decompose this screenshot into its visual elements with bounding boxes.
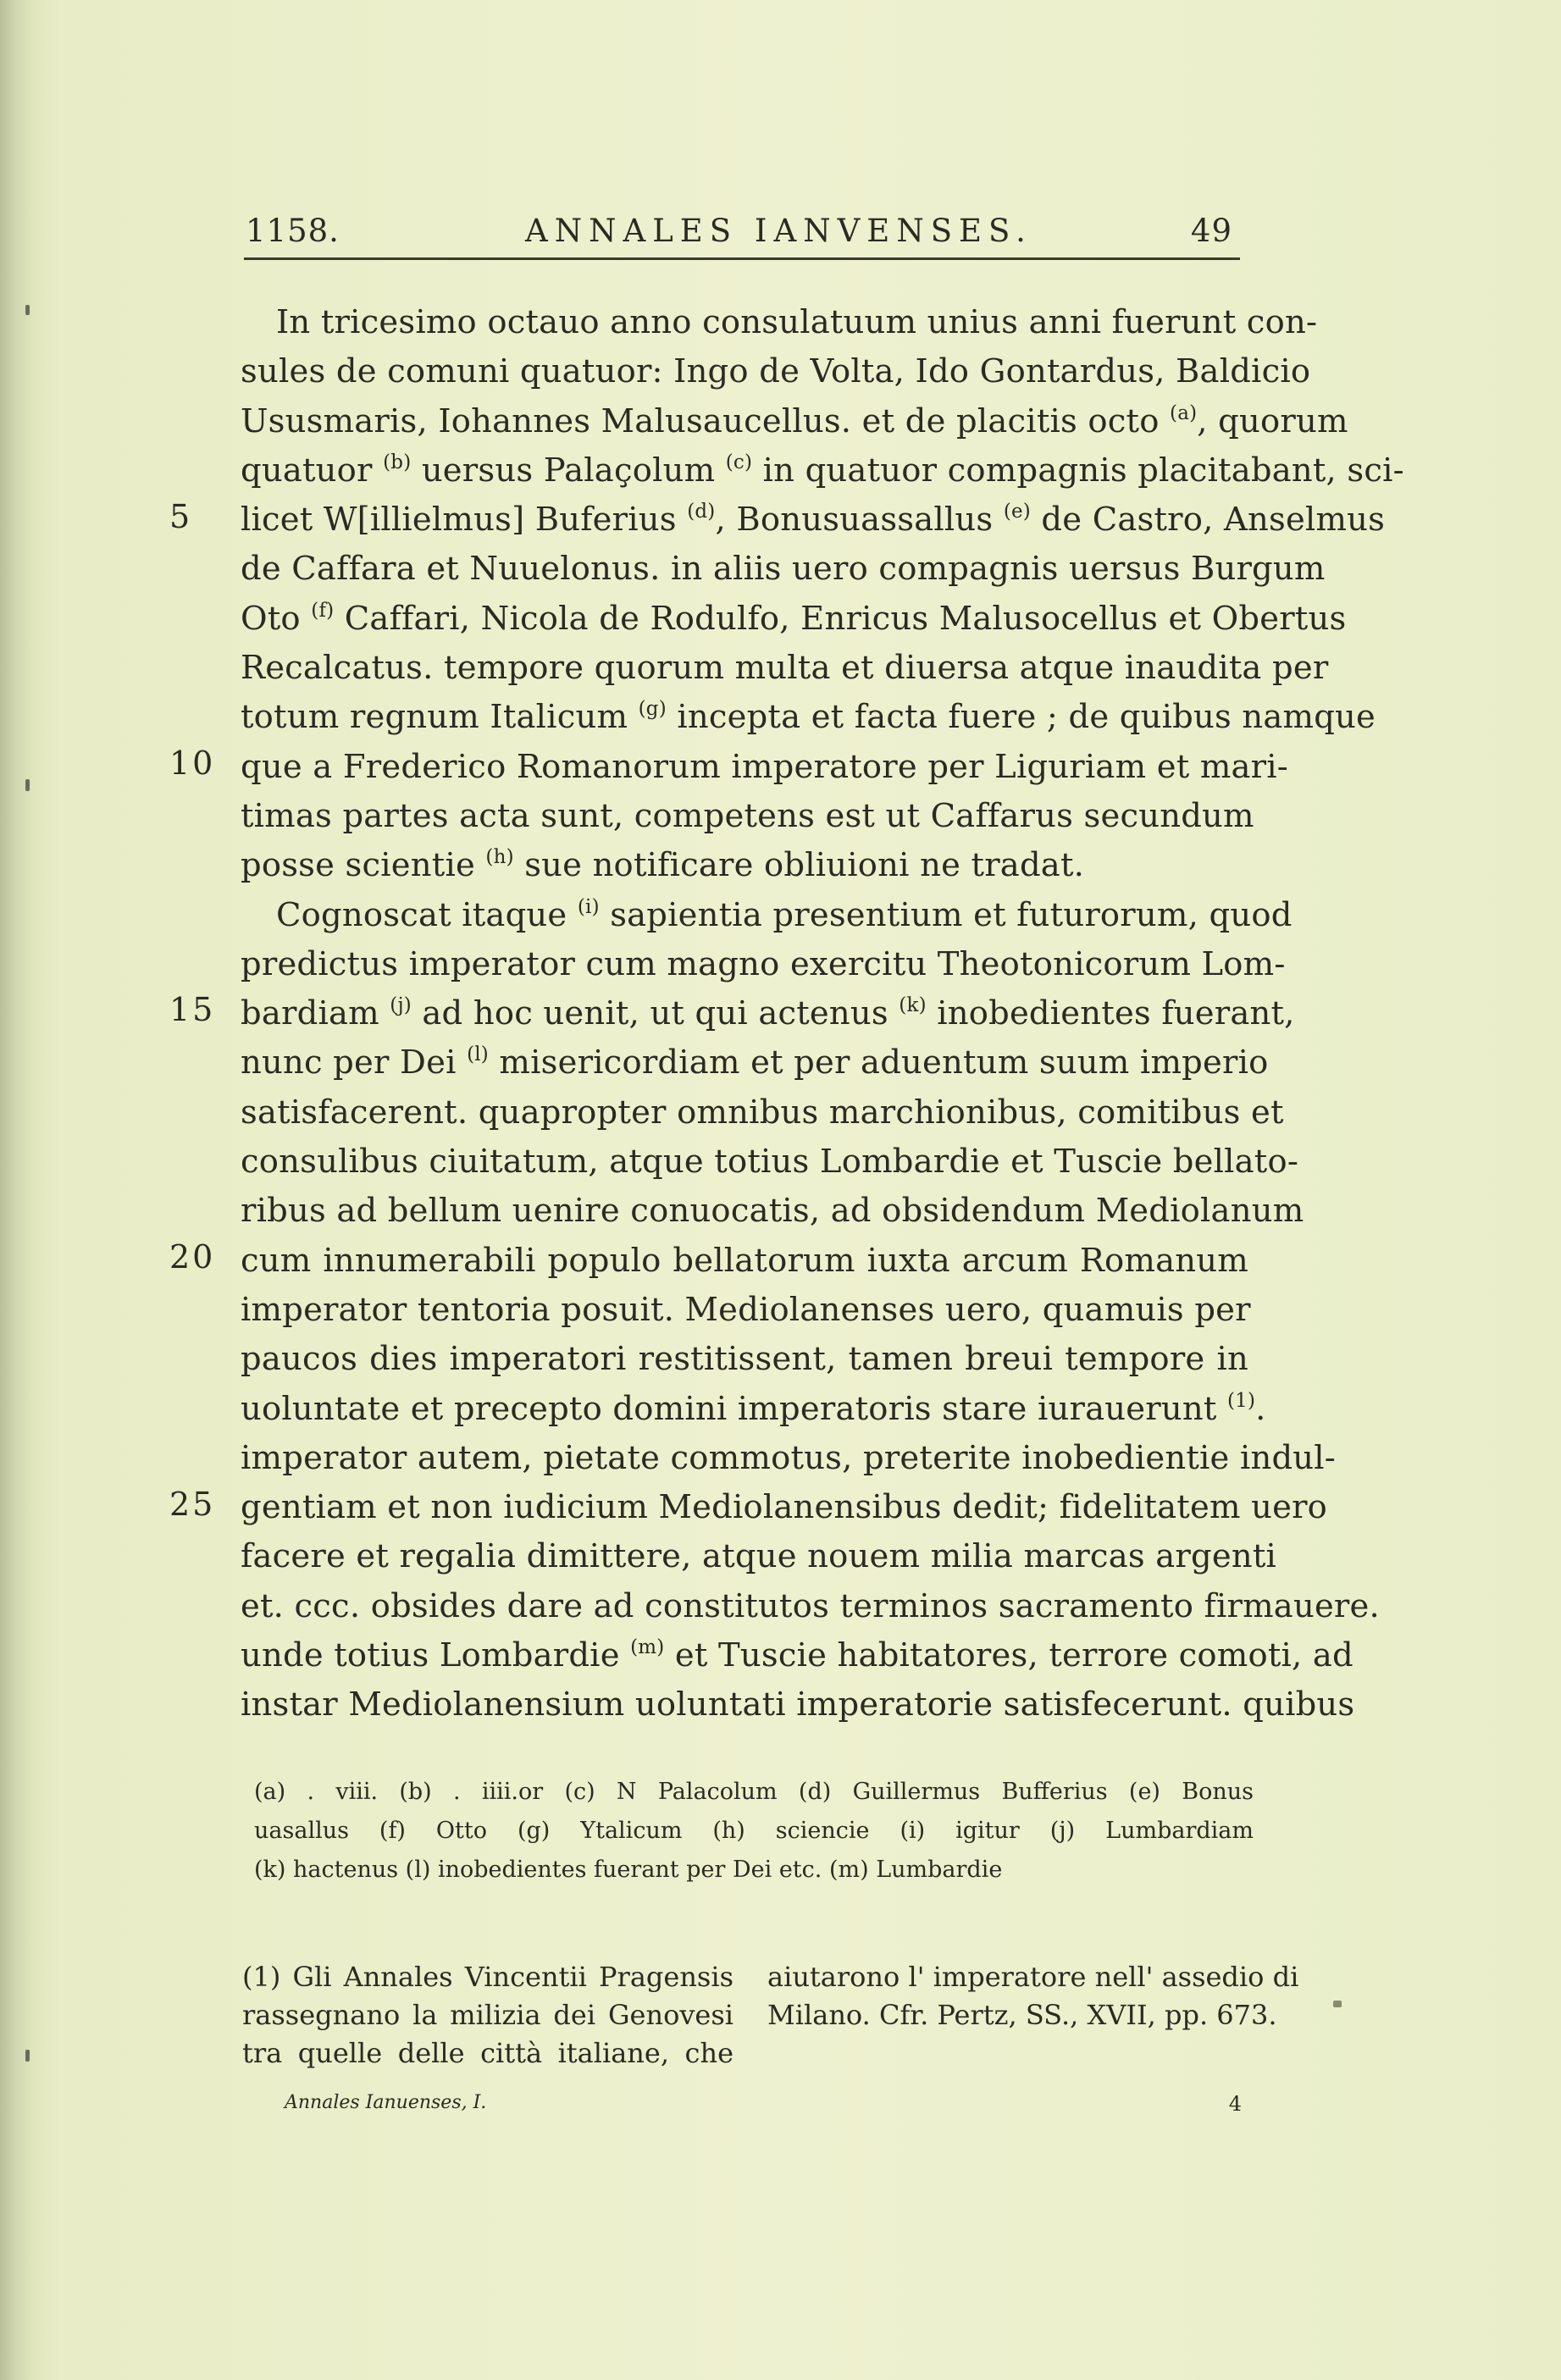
paper-speck bbox=[1333, 2001, 1342, 2007]
note-marker: (h) bbox=[485, 846, 514, 869]
signature-title: Annales Ianuenses, I. bbox=[285, 2092, 487, 2113]
historical-note-right-column bbox=[767, 1958, 1299, 2034]
line-number-15: 15 bbox=[169, 991, 216, 1028]
paper-speck bbox=[25, 779, 30, 791]
text-segment: bardiam bbox=[241, 994, 390, 1033]
text-line bbox=[241, 1532, 1277, 1581]
text-line bbox=[241, 940, 1286, 989]
text-segment: ribus ad bellum uenire conuocatis, ad obsidendum Mediolanum bbox=[241, 1192, 1304, 1231]
text-line bbox=[241, 644, 1329, 693]
text-segment: sules de comuni quatuor: Ingo de Volta, Ido Gontardus, Baldicio bbox=[241, 352, 1311, 391]
note-line: rassegnano la milizia dei Genovesi bbox=[242, 1999, 733, 2031]
text-line bbox=[241, 1137, 1299, 1187]
text-segment: In tricesimo octauo anno consulatuum unius anni fuerunt con- bbox=[276, 303, 1318, 341]
text-line bbox=[241, 1335, 1248, 1384]
signature-number: 4 bbox=[1228, 2092, 1242, 2116]
text-line bbox=[241, 495, 1386, 545]
text-segment: paucos dies imperatori restitissent, tamen breui tempore in bbox=[241, 1340, 1248, 1379]
note-marker: (f) bbox=[311, 599, 335, 622]
note-line: tra quelle delle città italiane, che bbox=[242, 2037, 733, 2069]
paper-speck bbox=[25, 2050, 30, 2062]
text-line bbox=[241, 1187, 1304, 1236]
text-segment: ad hoc uenit, ut qui actenus bbox=[411, 994, 900, 1033]
apparatus-line: uasallus (f) Otto (g) Ytalicum (h) sciencie (i) igitur (j) Lumbardiam bbox=[254, 1818, 1254, 1844]
note-marker: (c) bbox=[725, 451, 753, 473]
text-line bbox=[241, 446, 1404, 495]
text-segment: misericordiam et per aduentum suum imperio bbox=[488, 1043, 1269, 1082]
text-line bbox=[241, 298, 1318, 347]
note-marker: (e) bbox=[1003, 501, 1031, 523]
text-segment: incepta et facta fuere ; de quibus namque bbox=[666, 698, 1376, 737]
text-segment: imperator autem, pietate commotus, preterite inobedientie indul- bbox=[241, 1438, 1337, 1477]
note-marker: (b) bbox=[383, 451, 412, 473]
line-number-10: 10 bbox=[169, 744, 216, 782]
text-segment: uersus Palaçolum bbox=[411, 451, 726, 490]
text-line bbox=[241, 1385, 1266, 1434]
text-line bbox=[241, 1237, 1248, 1286]
text-line bbox=[241, 989, 1295, 1038]
text-segment: gentiam et non iudicium Mediolanensibus dedit; fidelitatem uero bbox=[241, 1488, 1328, 1527]
note-marker: (1) bbox=[1226, 1389, 1256, 1412]
paper-speck bbox=[25, 305, 30, 315]
text-segment: quatuor bbox=[241, 451, 384, 490]
note-marker: (l) bbox=[467, 1043, 489, 1066]
note-marker: (k) bbox=[899, 994, 927, 1017]
note-marker: (m) bbox=[630, 1636, 665, 1659]
text-segment: consulibus ciuitatum, atque totius Lombardie et Tuscie bellato- bbox=[241, 1143, 1299, 1182]
note-marker: (i) bbox=[577, 895, 600, 918]
text-line bbox=[241, 792, 1254, 841]
text-segment: de Castro, Anselmus bbox=[1030, 501, 1386, 540]
apparatus-line: (k) hactenus (l) inobedientes fuerant per Dei etc. (m) Lumbardie bbox=[254, 1857, 1003, 1883]
text-segment: posse scientie bbox=[241, 846, 486, 885]
page-spine-shadow bbox=[0, 0, 32, 2380]
text-segment: nunc per Dei bbox=[241, 1043, 468, 1082]
text-segment: que a Frederico Romanorum imperatore per Liguriam et mari- bbox=[241, 747, 1289, 786]
text-segment: Cognoscat itaque bbox=[276, 895, 578, 934]
text-segment: de Caffara et Nuuelonus. in aliis uero compagnis uersus Burgum bbox=[241, 550, 1326, 589]
text-segment: totum regnum Italicum bbox=[241, 698, 639, 737]
text-segment: et Tuscie habitatores, terrore comoti, ad bbox=[664, 1636, 1353, 1675]
line-number-20: 20 bbox=[169, 1238, 216, 1276]
text-line bbox=[241, 1434, 1337, 1483]
text-line bbox=[241, 545, 1326, 594]
text-segment: Caffari, Nicola de Rodulfo, Enricus Malusocellus et Obertus bbox=[334, 599, 1347, 638]
text-segment: in quatuor compagnis placitabant, sci- bbox=[752, 451, 1404, 490]
text-line bbox=[241, 743, 1289, 792]
text-line bbox=[241, 1088, 1284, 1137]
text-segment: satisfacerent. quapropter omnibus marchionibus, comitibus et bbox=[241, 1093, 1284, 1132]
text-line bbox=[241, 891, 1293, 940]
note-marker: (d) bbox=[687, 501, 716, 523]
text-line bbox=[241, 347, 1311, 396]
running-head bbox=[246, 199, 1241, 258]
text-line bbox=[241, 1680, 1355, 1730]
text-segment: timas partes acta sunt, competens est ut Caffarus secundum bbox=[241, 796, 1254, 835]
text-segment: facere et regalia dimittere, atque nouem milia marcas argenti bbox=[241, 1537, 1277, 1576]
text-segment: inobedientes fuerant, bbox=[926, 994, 1295, 1033]
text-segment: Ususmaris, Iohannes Malusaucellus. et de placitis octo bbox=[241, 401, 1171, 440]
text-segment: licet W[illielmus] Buferius bbox=[241, 501, 688, 540]
note-line: (1) Gli Annales Vincentii Pragensis bbox=[242, 1961, 733, 1993]
text-line bbox=[241, 397, 1348, 446]
text-segment: uoluntate et precepto domini imperatoris stare iurauerunt bbox=[241, 1389, 1227, 1428]
textual-apparatus bbox=[254, 1773, 1254, 1890]
running-head-year: 1158. bbox=[246, 213, 340, 249]
apparatus-line: (a) . viii. (b) . iiii.or (c) N Palacolum (d) Guillermus Bufferius (e) Bonus bbox=[254, 1779, 1254, 1805]
note-line: Milano. Cfr. Pertz, SS., XVII, pp. 673. bbox=[767, 1999, 1277, 2031]
note-marker: (a) bbox=[1170, 401, 1198, 424]
note-marker: (g) bbox=[638, 698, 667, 721]
header-rule bbox=[244, 257, 1240, 260]
text-segment: cum innumerabili populo bellatorum iuxta arcum Romanum bbox=[241, 1241, 1248, 1280]
text-segment: et. ccc. obsides dare ad constitutos terminos sacramento firmauere. bbox=[241, 1586, 1380, 1625]
text-segment: unde totius Lombardie bbox=[241, 1636, 631, 1675]
text-line bbox=[241, 1631, 1353, 1680]
line-number-25: 25 bbox=[169, 1486, 216, 1523]
text-segment: sapientia presentium et futurorum, quod bbox=[599, 895, 1293, 934]
text-segment: imperator tentoria posuit. Mediolanenses uero, quamuis per bbox=[241, 1290, 1251, 1329]
text-line bbox=[241, 1483, 1328, 1532]
main-text bbox=[241, 298, 1404, 1730]
text-line bbox=[241, 595, 1347, 644]
text-segment: predictus imperator cum magno exercitu Theotonicorum Lom- bbox=[241, 944, 1286, 983]
text-segment: Recalcatus. tempore quorum multa et diuersa atque inaudita per bbox=[241, 649, 1329, 688]
page-number: 49 bbox=[1190, 213, 1232, 249]
text-segment: . bbox=[1255, 1389, 1266, 1428]
historical-note-left-column bbox=[242, 1958, 733, 2073]
line-number-5: 5 bbox=[169, 498, 193, 535]
text-line bbox=[241, 1286, 1251, 1335]
running-head-title: ANNALES IANVENSES. bbox=[525, 213, 1032, 249]
text-line bbox=[241, 1038, 1269, 1088]
text-line bbox=[241, 1582, 1380, 1631]
note-marker: (j) bbox=[390, 994, 412, 1017]
text-segment: , quorum bbox=[1197, 401, 1348, 440]
note-line: aiutarono l' imperatore nell' assedio di bbox=[767, 1961, 1299, 1993]
text-line bbox=[241, 693, 1376, 742]
printer-signature bbox=[285, 2092, 1242, 2116]
text-segment: , Bonusuassallus bbox=[715, 501, 1004, 540]
text-line bbox=[241, 841, 1248, 890]
text-segment: instar Mediolanensium uoluntati imperatorie satisfecerunt. quibus bbox=[241, 1685, 1355, 1724]
text-segment: Oto bbox=[241, 599, 312, 638]
text-segment: sue notificare obliuioni ne tradat. bbox=[513, 846, 1085, 885]
